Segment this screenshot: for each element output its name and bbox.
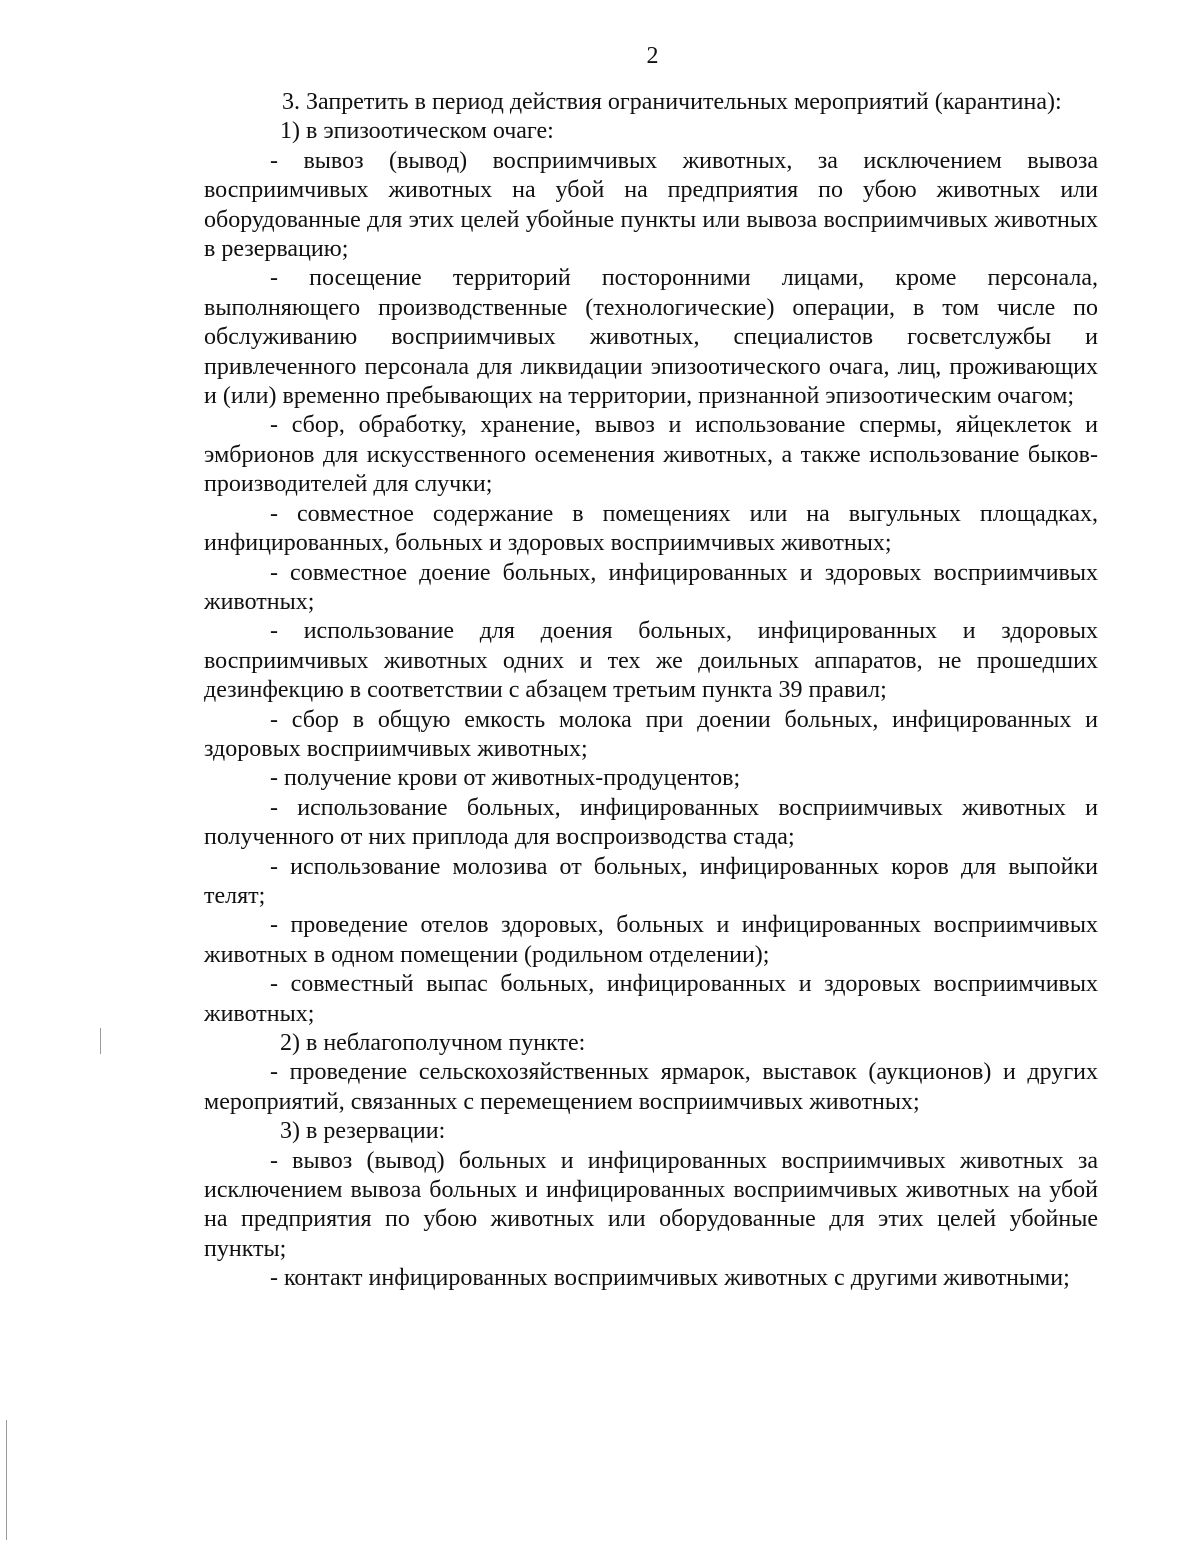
paragraph-item-3: 3. Запретить в период действия ограничительных мероприятий (карантина): [282,89,1062,115]
paragraph-restriction: - получение крови от животных-продуцентов; [270,765,741,792]
paragraph-restriction: - вывоз (вывод) больных и инфицированных восприимчивых животных за исключением вывоза больных и инфицированных восприимчивых животных на убой на предприятия по убою животных или оборудованные для этих целей убойные пункты; [204,1147,1098,1262]
paragraph-restriction: - использование больных, инфицированных восприимчивых животных и полученного от них приплода для воспроизводства стада; [204,794,1098,851]
paragraph-subitem-3: 3) в резервации: [280,1118,446,1145]
paragraph-restriction: - использование молозива от больных, инфицированных коров для выпойки телят; [204,853,1098,909]
scan-artifact-line [100,1028,101,1054]
paragraph-restriction: - совместный выпас больных, инфицированных и здоровых восприимчивых животных; [204,971,1098,1027]
paragraph-subitem-2: 2) в неблагополучном пункте: [280,1030,586,1056]
paragraph-restriction: - посещение территорий посторонними лицами, кроме персонала, выполняющего производственные (технологические) операции, в том числе по обслуживанию восприимчивых животных, специалистов госветслужбы и привлеченного персонала для ликвидации эпизоотического очага, лиц, проживающих и (или) временно пребывающих на территории, признанной эпизоотическим очагом; [204,265,1098,410]
paragraph-subitem-1: 1) в эпизоотическом очаге: [280,118,554,145]
page-number: 2 [646,43,659,69]
paragraph-restriction: - сбор, обработку, хранение, вывоз и использование спермы, яйцеклеток и эмбрионов для искусственного осеменения животных, а также использование быков-производителей для случки; [204,412,1098,498]
paragraph-restriction: - сбор в общую емкость молока при доении больных, инфицированных и здоровых восприимчивых животных; [204,706,1098,762]
paragraph-restriction: - проведение сельскохозяйственных ярмарок, выставок (аукционов) и других мероприятий, связанных с перемещением восприимчивых животных; [204,1059,1098,1115]
scan-artifact-line [6,1420,7,1540]
paragraph-restriction: - вывоз (вывод) восприимчивых животных, за исключением вывоза восприимчивых животных на убой на предприятия по убою животных или оборудованные для этих целей убойные пункты или вывоза восприимчивых животных в резервацию; [204,147,1098,263]
paragraph-restriction: - использование для доения больных, инфицированных и здоровых восприимчивых животных одних и тех же доильных аппаратов, не прошедших дезинфекцию в соответствии с абзацем третьим пункта 39 правил; [204,618,1098,704]
paragraph-restriction: - контакт инфицированных восприимчивых животных с другими животными; [270,1265,1070,1292]
document-body [204,88,1098,1294]
paragraph-restriction: - проведение отелов здоровых, больных и инфицированных восприимчивых животных в одном помещении (родильном отделении); [204,912,1098,968]
paragraph-restriction: - совместное доение больных, инфицированных и здоровых восприимчивых животных; [204,559,1098,615]
paragraph-restriction: - совместное содержание в помещениях или на выгульных площадках, инфицированных, больных и здоровых восприимчивых животных; [204,500,1098,557]
